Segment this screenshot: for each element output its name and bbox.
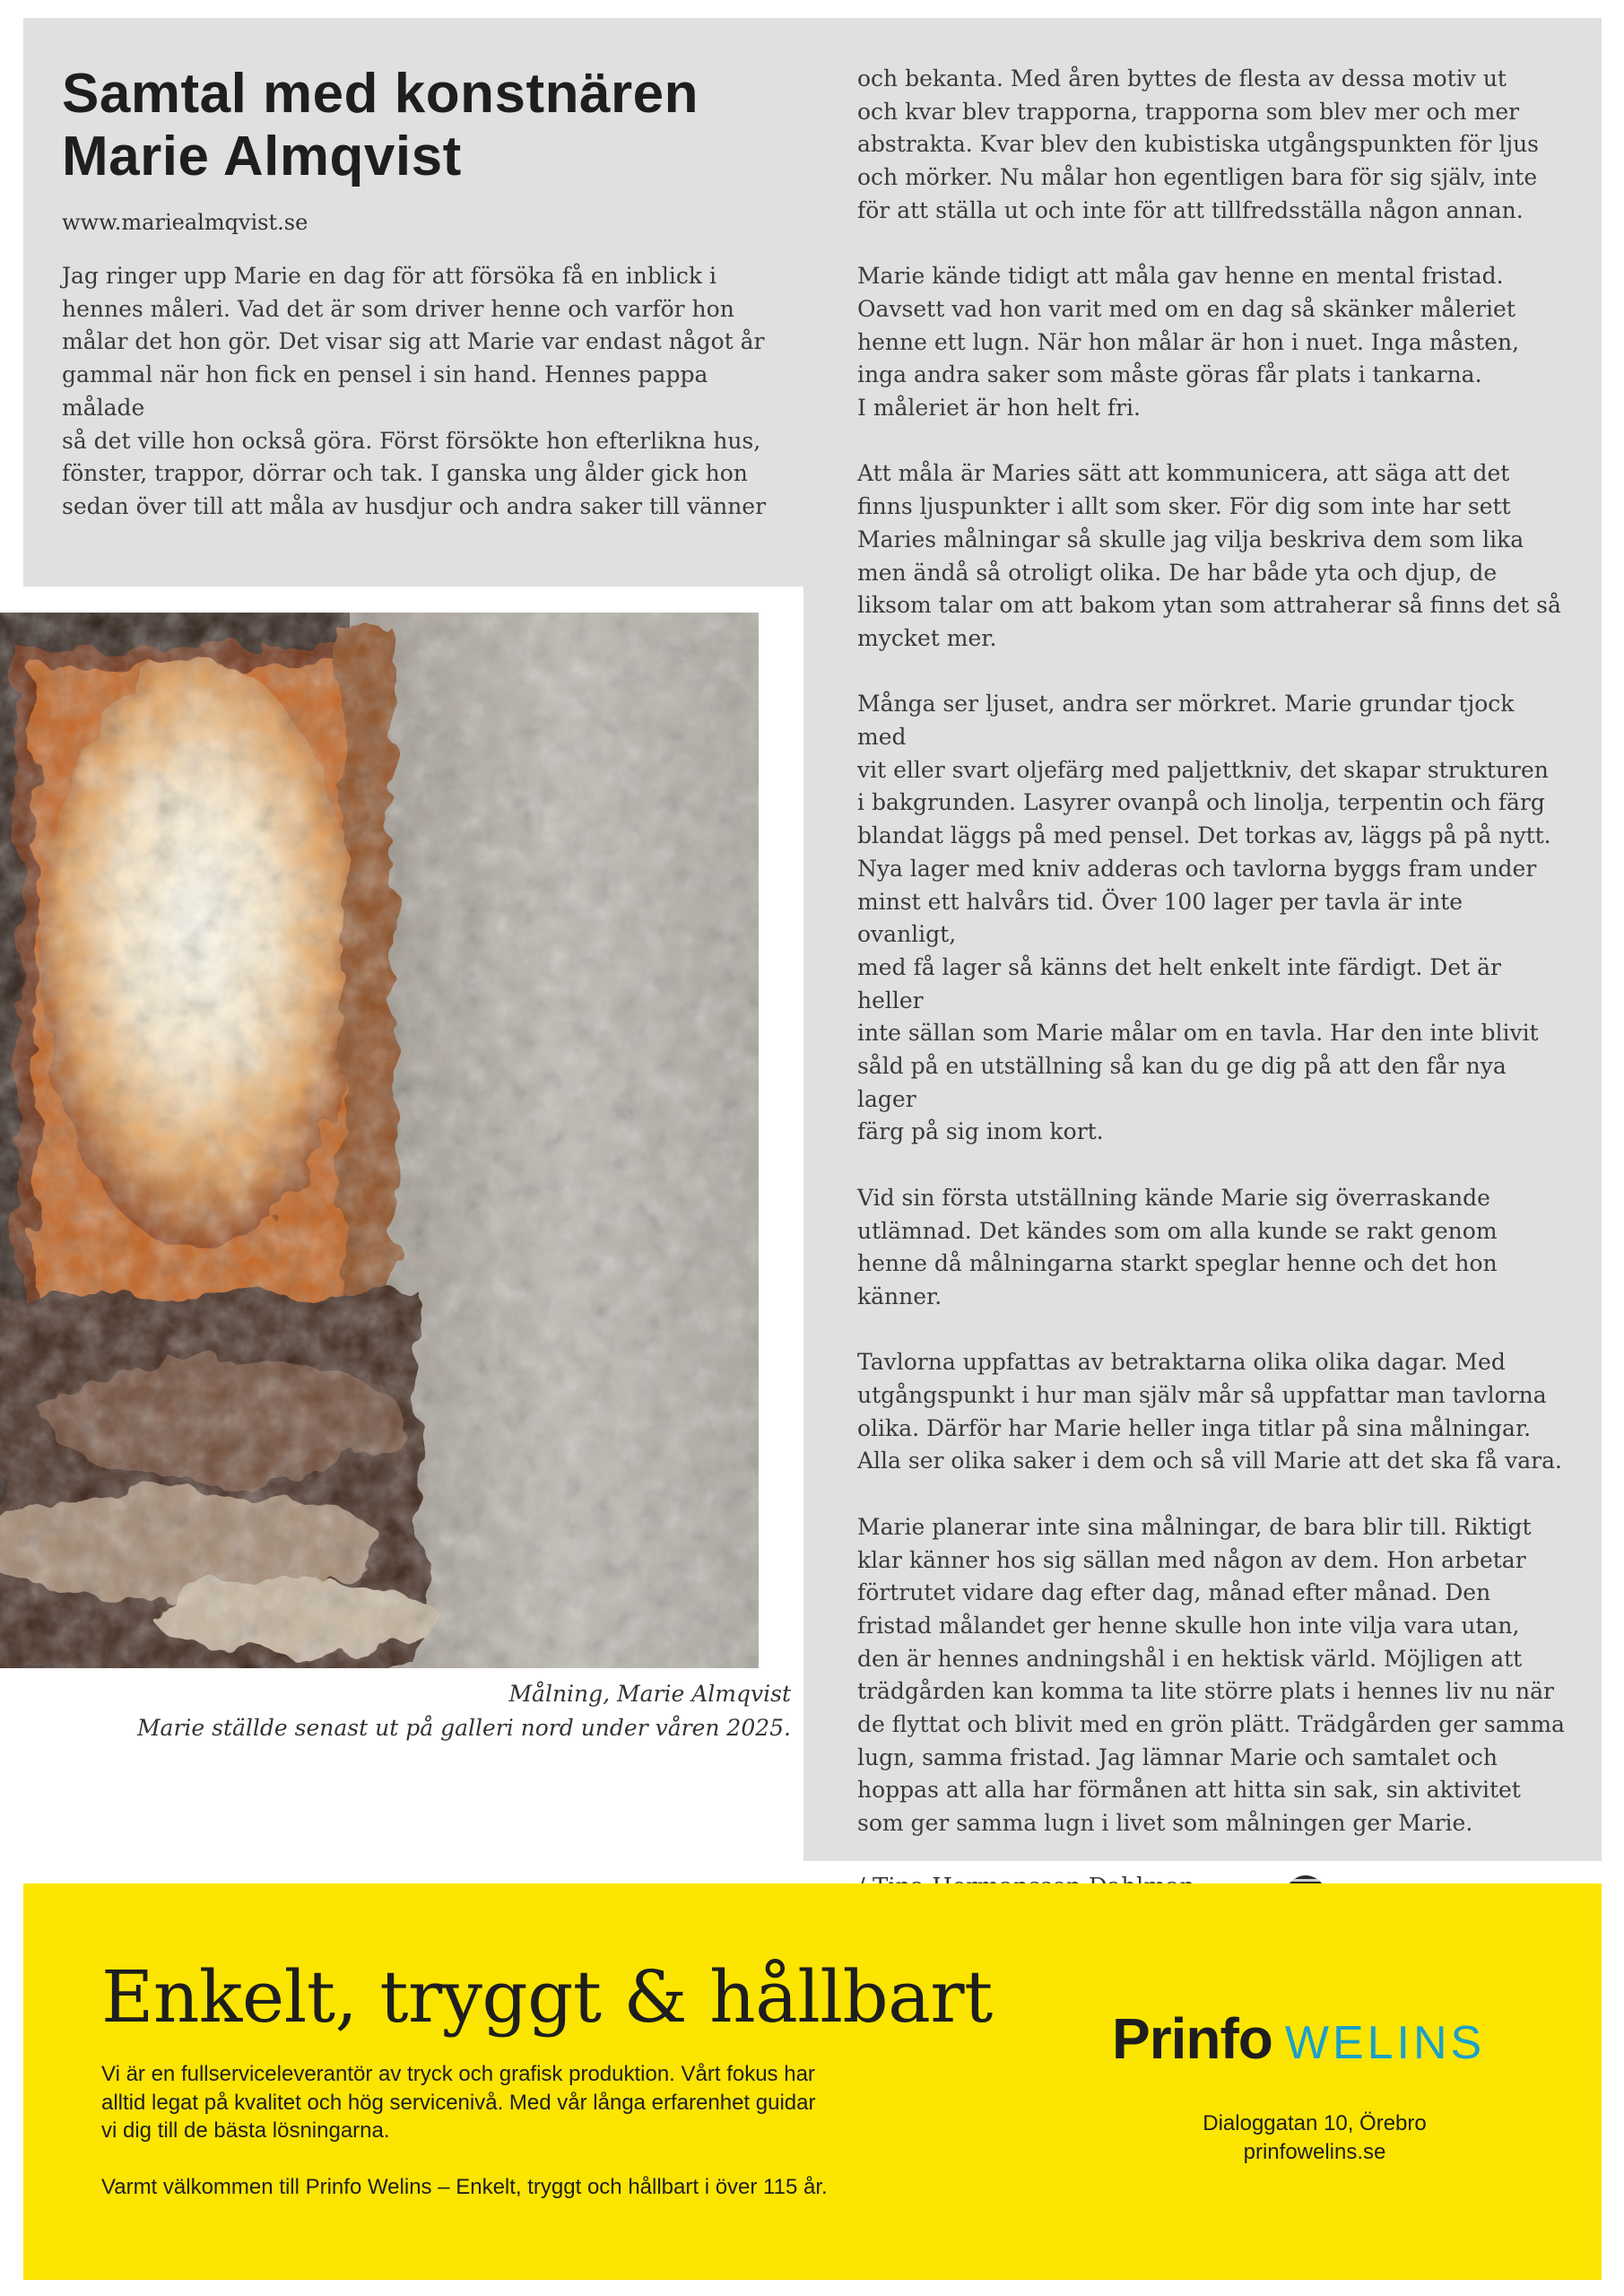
article-line: Tavlorna uppfattas av betraktarna olika olika dagar. Med bbox=[857, 1349, 1506, 1376]
article-paragraph bbox=[857, 1182, 1566, 1314]
ad-description bbox=[101, 2060, 980, 2145]
article-paragraph bbox=[857, 63, 1566, 228]
artist-website: www.mariealmqvist.se bbox=[62, 210, 308, 235]
article-body-panel bbox=[803, 18, 1602, 1861]
article-line: Marie kände tidigt att måla gav henne en mental fristad. bbox=[857, 263, 1504, 290]
article-line: såld på en utställning så kan du ge dig på att den får nya lager bbox=[857, 1053, 1507, 1112]
article-paragraph bbox=[857, 1346, 1566, 1478]
intro-line: hennes måleri. Vad det är som driver henne och varför hon bbox=[62, 295, 734, 322]
title-line-2: Marie Almqvist bbox=[62, 126, 462, 187]
article-line: utgångspunkt i hur man själv mår så uppfattar man tavlorna bbox=[857, 1382, 1547, 1409]
intro-line: fönster, trappor, dörrar och tak. I ganska ung ålder gick hon bbox=[62, 460, 748, 487]
article-line: den är hennes andningshål i en hektisk värld. Möjligen att bbox=[857, 1645, 1523, 1672]
article-line: henne då målningarna starkt speglar henne och det hon bbox=[857, 1250, 1498, 1277]
intro-line: gammal när hon fick en pensel i sin hand. Hennes pappa målade bbox=[62, 361, 708, 421]
caption-line-2: Marie ställde senast ut på galleri nord under våren 2025. bbox=[136, 1715, 791, 1741]
intro-line: så det ville hon också göra. Först försökte hon efterlikna hus, bbox=[62, 427, 761, 454]
article-line: men ändå så otroligt olika. De har både yta och djup, de bbox=[857, 559, 1498, 586]
article-line: utlämnad. Det kändes som om alla kunde se rakt genom bbox=[857, 1217, 1498, 1244]
ad-line: alltid legat på kvalitet och hög servicenivå. Med vår långa erfarenhet guidar bbox=[101, 2090, 816, 2115]
painting-caption bbox=[137, 1677, 791, 1745]
intro-text bbox=[62, 260, 768, 524]
article-line: i bakgrunden. Lasyrer ovanpå och linolja, terpentin och färg bbox=[857, 789, 1545, 816]
article-paragraph bbox=[857, 260, 1566, 425]
article-line: olika. Därför har Marie heller inga titlar på sina målningar. bbox=[857, 1414, 1532, 1441]
ad-welcome: Varmt välkommen till Prinfo Welins – Enkelt, tryggt och hållbart i över 115 år. bbox=[101, 2175, 828, 2199]
abstract-painting bbox=[0, 613, 780, 1668]
article-paragraph bbox=[857, 457, 1566, 655]
article-line: inte sällan som Marie målar om en tavla. Har den inte blivit bbox=[857, 1020, 1539, 1047]
article-line: Nya lager med kniv adderas och tavlorna byggs fram under bbox=[857, 855, 1537, 882]
intro-line: Jag ringer upp Marie en dag för att försöka få en inblick i bbox=[62, 263, 716, 289]
article-line: minst ett halvårs tid. Över 100 lager per tavla är inte ovanligt, bbox=[857, 888, 1463, 948]
article-line: henne ett lugn. När hon målar är hon i nuet. Inga måsten, bbox=[857, 328, 1520, 355]
article-line: blandat läggs på med pensel. Det torkas av, läggs på på nytt. bbox=[857, 822, 1551, 849]
article-line: fristad målandet ger henne skulle hon inte vilja vara utan, bbox=[857, 1612, 1520, 1639]
painting-image bbox=[0, 613, 780, 1668]
article-line: och kvar blev trapporna, trapporna som blev mer och mer bbox=[857, 98, 1520, 125]
logo-welins: WELINS bbox=[1284, 2017, 1486, 2069]
article-line: Många ser ljuset, andra ser mörkret. Marie grundar tjock med bbox=[857, 691, 1515, 751]
article-line: känner. bbox=[857, 1283, 942, 1309]
article-line: Marie planerar inte sina målningar, de bara blir till. Riktigt bbox=[857, 1513, 1532, 1540]
ad-text bbox=[101, 2060, 980, 2230]
article-line: klar känner hos sig sällan med någon av dem. Hon arbetar bbox=[857, 1546, 1526, 1573]
ad-website-link[interactable]: prinfowelins.se bbox=[1243, 2140, 1386, 2164]
article-line: vit eller svart oljefärg med paljettkniv, det skapar strukturen bbox=[857, 756, 1549, 783]
article-line: finns ljuspunkter i allt som sker. För dig som inte har sett bbox=[857, 493, 1511, 520]
intro-line: målar det hon gör. Det visar sig att Marie var endast något år bbox=[62, 328, 765, 355]
article-line: med få lager så känns det helt enkelt inte färdigt. Det är heller bbox=[857, 953, 1501, 1013]
article-line: inga andra saker som måste göras får plats i tankarna. bbox=[857, 361, 1482, 388]
ad-contact bbox=[1117, 2109, 1512, 2167]
article-line: förtrutet vidare dag efter dag, månad efter månad. Den bbox=[857, 1579, 1491, 1606]
article-line: liksom talar om att bakom ytan som attraherar så finns det så bbox=[857, 592, 1561, 619]
title-line-1: Samtal med konstnären bbox=[62, 63, 699, 125]
prinfo-welins-ad bbox=[23, 1883, 1602, 2280]
article-line: hoppas att alla har förmånen att hitta sin sak, sin aktivitet bbox=[857, 1777, 1521, 1804]
article-line: Att måla är Maries sätt att kommunicera, att säga att det bbox=[857, 460, 1510, 487]
article-intro-panel bbox=[23, 18, 803, 587]
article-paragraphs bbox=[857, 63, 1566, 1840]
article-line: färg på sig inom kort. bbox=[857, 1118, 1104, 1145]
article-line: Maries målningar så skulle jag vilja beskriva dem som lika bbox=[857, 526, 1524, 552]
article-line: mycket mer. bbox=[857, 624, 997, 651]
article-line: Vid sin första utställning kände Marie sig överraskande bbox=[857, 1184, 1490, 1211]
intro-line: sedan över till att måla av husdjur och andra saker till vänner bbox=[62, 492, 767, 519]
article-line: för att ställa ut och inte för att tillfredsställa någon annan. bbox=[857, 196, 1524, 223]
article-line: de flyttat och blivit med en grön plätt. Trädgården ger samma bbox=[857, 1711, 1565, 1738]
article-paragraph bbox=[857, 1511, 1566, 1840]
article-line: som ger samma lugn i livet som målningen ger Marie. bbox=[857, 1810, 1473, 1837]
ad-address: Dialoggatan 10, Örebro bbox=[1203, 2111, 1427, 2135]
logo-prinfo: Prinfo bbox=[1112, 2006, 1272, 2071]
article-line: I måleriet är hon helt fri. bbox=[857, 395, 1141, 422]
caption-line-1: Målning, Marie Almqvist bbox=[508, 1681, 791, 1707]
article-line: Alla ser olika saker i dem och så vill Marie att det ska få vara. bbox=[857, 1448, 1562, 1474]
ad-line: Vi är en fullserviceleverantör av tryck och grafisk produktion. Vårt fokus har bbox=[101, 2062, 815, 2086]
ad-line: vi dig till de bästa lösningarna. bbox=[101, 2118, 390, 2143]
article-paragraph bbox=[857, 688, 1566, 1149]
ad-headline: Enkelt, tryggt & hållbart bbox=[101, 1955, 993, 2039]
article-line: Oavsett vad hon varit med om en dag så skänker måleriet bbox=[857, 295, 1515, 322]
article-line: abstrakta. Kvar blev den kubistiska utgångspunkten för ljus bbox=[857, 131, 1540, 158]
prinfo-welins-logo bbox=[1112, 2005, 1485, 2072]
article-line: lugn, samma fristad. Jag lämnar Marie och samtalet och bbox=[857, 1744, 1498, 1770]
article-line: trädgården kan komma ta lite större plats i hennes liv nu när bbox=[857, 1678, 1554, 1705]
article-title bbox=[62, 63, 768, 188]
article-line: och bekanta. Med åren byttes de flesta av dessa motiv ut bbox=[857, 65, 1507, 91]
article-line: och mörker. Nu målar hon egentligen bara för sig själv, inte bbox=[857, 164, 1538, 191]
